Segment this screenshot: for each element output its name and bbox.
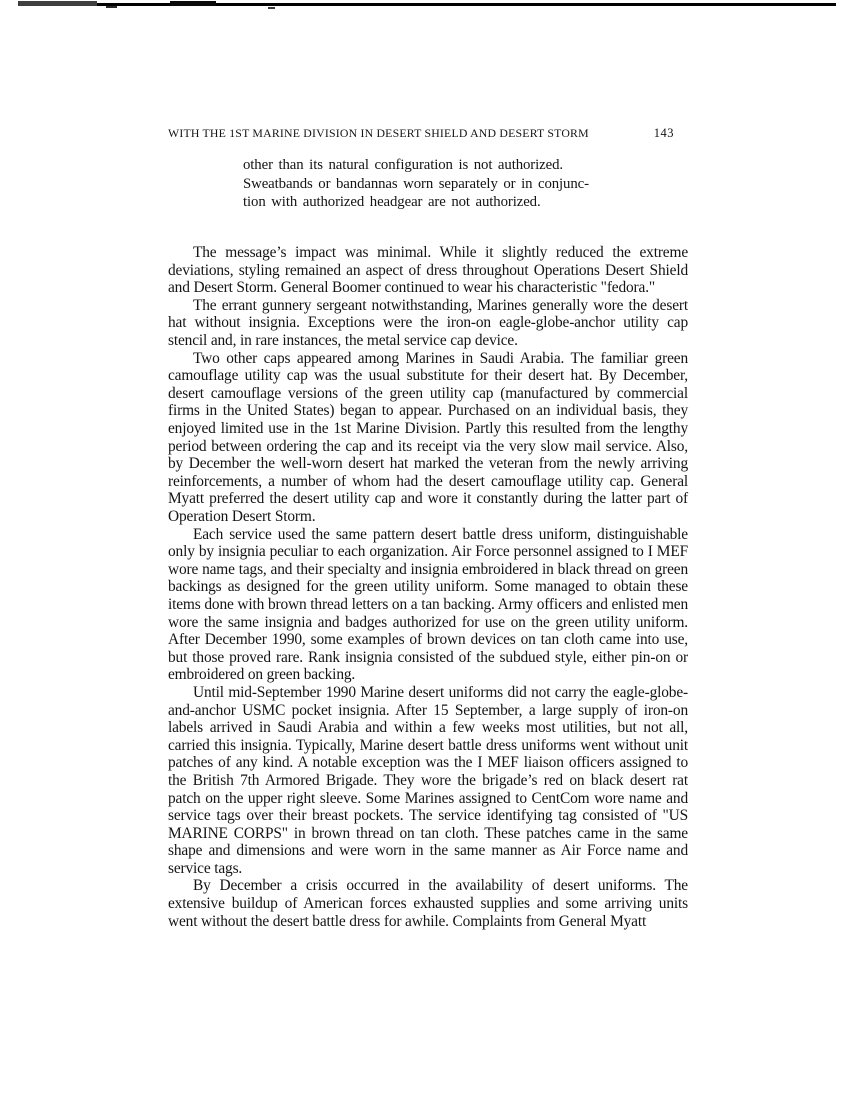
paragraph: Each service used the same pattern desert battle dress uniform, distinguishable only by insignia peculiar to each organization. Air Force personnel assigned to I MEF wore name tags, and their specialty and insignia embroidered in black thread on green backings as designed for the green utility uniform. Some managed to obtain these items done with brown thread letters on a tan backing. Army officers and enlisted men wore the same insignia and badges authorized for use on the green utility uniform. After December 1990, some examples of brown devices on tan cloth came into use, but those proved rare. Rank insignia consisted of the subdued style, either pin-on or embroidered on green backing. — [168, 525, 688, 684]
body-text — [168, 244, 688, 930]
block-quote — [243, 156, 688, 212]
page-content — [168, 156, 688, 930]
block-quote-line: Sweatbands or bandannas worn separately or in conjunc- — [243, 175, 589, 192]
paragraph: The errant gunnery sergeant notwithstanding, Marines generally wore the desert hat without insignia. Exceptions were the iron-on eagle-globe-anchor utility cap stencil and, in rare instances, the metal service cap device. — [168, 296, 688, 350]
scan-bar-blob — [170, 1, 216, 6]
paragraph: Until mid-September 1990 Marine desert uniforms did not carry the eagle-globe-and-anchor USMC pocket insignia. After 15 September, a large supply of iron-on labels arrived in Saudi Arabia and within a few weeks most utilities, but not all, carried this insignia. Typically, Marine desert battle dress uniforms went without unit patches of any kind. A notable exception was the I MEF liaison officers assigned to the British 7th Armored Brigade. They wore the brigade’s red on black desert rat patch on the upper right sleeve. Some Marines assigned to CentCom wore name and service tags over their breast pockets. The service identifying tag consisted of "US MARINE CORPS" in brown thread on tan cloth. These patches came in the same shape and dimensions and were worn in the same manner as Air Force name and service tags. — [168, 683, 688, 877]
paragraph: The message’s impact was minimal. While it slightly reduced the extreme deviations, styling remained an aspect of dress throughout Operations Desert Shield and Desert Storm. General Boomer continued to wear his characteristic "fedora." — [168, 244, 688, 297]
scan-speck — [106, 6, 117, 8]
scan-bar-line — [20, 3, 836, 6]
paragraph: By December a crisis occurred in the availability of desert uniforms. The extensive buildup of American forces exhausted supplies and some arriving units went without the desert battle dress for awhile. Complaints from General Myatt — [168, 877, 688, 930]
block-quote-line: other than its natural configuration is not authorized. — [243, 157, 563, 173]
block-quote-line: tion with authorized headgear are not authorized. — [243, 194, 541, 211]
page-number: 143 — [653, 126, 674, 140]
paragraph: Two other caps appeared among Marines in Saudi Arabia. The familiar green camouflage utility cap was the usual substitute for their desert hat. By December, desert camouflage versions of the green utility cap (manufactured by commercial firms in the United States) began to appear. Purchased on an individual basis, they enjoyed limited use in the 1st Marine Division. Partly this resulted from the lengthy period between ordering the cap and its receipt via the very slow mail service. Also, by December the well-worn desert hat marked the veteran from the newly arriving reinforcements, a number of whom had the desert camouflage utility cap. General Myatt preferred the desert utility cap and wore it constantly during the latter part of Operation Desert Storm. — [168, 349, 688, 526]
running-header — [168, 126, 688, 141]
scan-speck — [268, 7, 275, 9]
scan-bar-left-thick — [18, 1, 97, 6]
running-header-title: WITH THE 1ST MARINE DIVISION IN DESERT SHIELD AND DESERT STORM — [168, 126, 589, 140]
